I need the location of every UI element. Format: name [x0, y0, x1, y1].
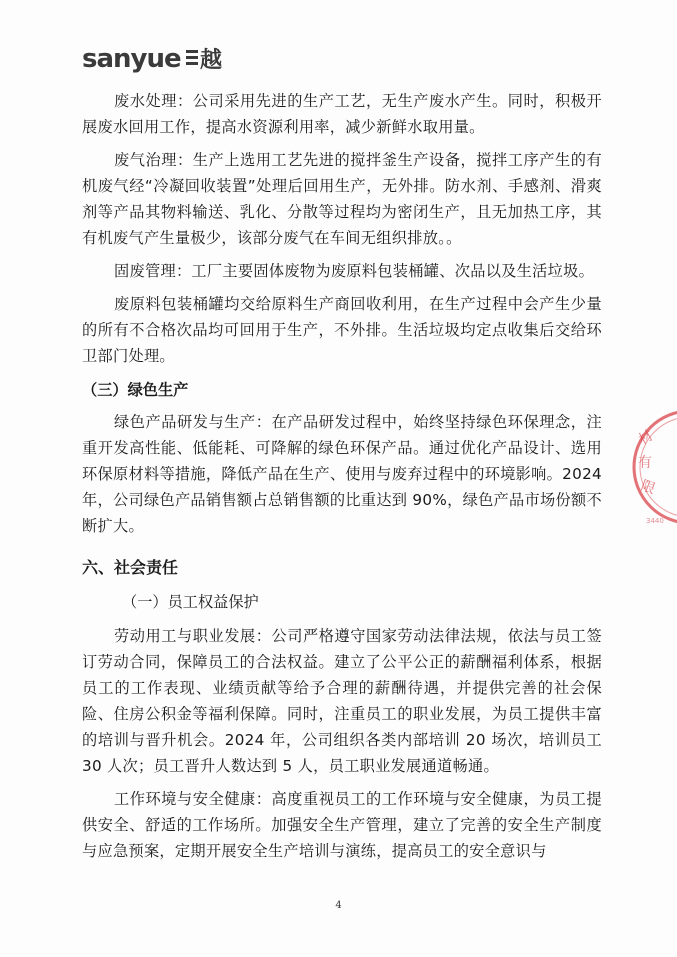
svg-text:材: 材: [636, 427, 657, 449]
page-number: 4: [335, 900, 342, 911]
paragraph-labor-employment: 劳动用工与职业发展：公司严格遵守国家劳动法律法规，依法与员工签订劳动合同，保障员工的合法权益。建立了公平公正的薪酬福利体系，根据员工的工作表现、业绩贡献等给予合理的薪酬待遇，并提供完善的社会保险、住房公积金等福利保障。同时，注重员工的职业发展，为员工提供丰富的培训与晋升机会。2024 年，公司组织各类内部培训 20 场次，培训员工 30 人次；员工晋升人数达到 5 人，员工职业发展通道畅通。: [82, 627, 602, 775]
company-logo: [82, 44, 242, 74]
svg-text:有: 有: [638, 455, 652, 471]
paragraph-wastewater: 废水处理：公司采用先进的生产工艺，无生产废水产生。同时，积极开展废水回用工作，提高水资源利用率，减少新鲜水取用量。: [82, 92, 602, 136]
section-heading-social-responsibility: 六、社会责任: [82, 558, 179, 577]
svg-text:限: 限: [638, 477, 658, 498]
company-seal-stamp: [628, 405, 677, 535]
svg-text:sanyue: sanyue: [82, 44, 181, 74]
paragraph-green-products: 绿色产品研发与生产：在产品研发过程中，始终坚持绿色环保理念，注重开发高性能、低能耗、可降解的绿色环保产品。通过优化产品设计、选用环保原材料等措施，降低产品在生产、使用与废弃过程中的环境影响。2024 年，公司绿色产品销售额占总销售额的比重达到 90%，绿色产品市场份额不断扩大。: [82, 413, 602, 535]
document-body: [82, 88, 602, 871]
svg-text:3440: 3440: [646, 517, 664, 525]
paragraph-solid-waste: 固废管理：工厂主要固体废物为废原料包装桶罐、次品以及生活垃圾。: [114, 262, 595, 280]
section-heading-green-production: （三）绿色生产: [82, 381, 189, 399]
paragraph-packaging-recycling: 废原料包装桶罐均交给原料生产商回收利用，在生产过程中会产生少量的所有不合格次品均可回用于生产，不外排。生活垃圾均定点收集后交给环卫部门处理。: [82, 295, 602, 365]
paragraph-exhaust-gas: 废气治理：生产上选用工艺先进的搅拌釜生产设备，搅拌工序产生的有机废气经“冷凝回收装置”处理后回用生产，无外排。防水剂、手感剂、滑爽剂等产品其物料输送、乳化、分散等过程均为密闭生产，且无加热工序，其有机废气产生量极少，该部分废气在车间无组织排放。。: [82, 151, 602, 247]
paragraph-work-environment: 工作环境与安全健康：高度重视员工的工作环境与安全健康，为员工提供安全、舒适的工作场所。加强安全生产管理，建立了完善的安全生产制度与应急预案，定期开展安全生产培训与演练，提高员工的安全意识与: [82, 790, 602, 860]
svg-text:越: 越: [200, 48, 223, 73]
subsection-heading-employee-rights: （一）员工权益保护: [122, 593, 259, 611]
logo-mark: [82, 44, 242, 74]
